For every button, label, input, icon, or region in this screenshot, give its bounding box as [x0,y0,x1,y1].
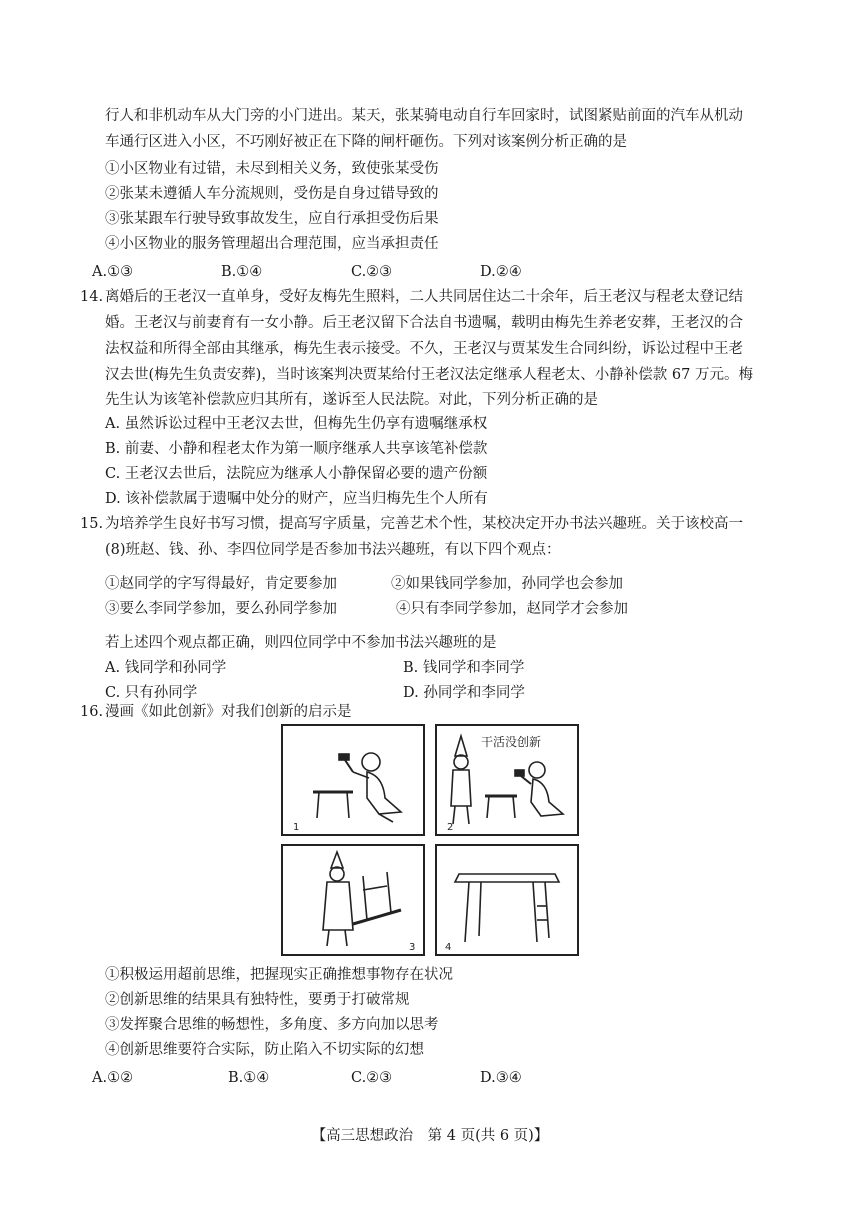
q14-option-a[interactable]: A. 虽然诉讼过程中王老汉去世，但梅先生仍享有遗嘱继承权 [105,416,488,432]
q15-option-d[interactable]: D. 孙同学和李同学 [403,685,525,701]
q13-option-b[interactable]: B.①④ [221,264,263,280]
q15-line-2: (8)班赵、钱、孙、李四位同学是否参加书法兴趣班，有以下四个观点： [105,542,561,558]
onlooker-criticizing-illustration [437,726,577,834]
q13-option-d[interactable]: D.②④ [480,264,522,280]
q13-statement-3: ③张某跟车行驶导致事故发生，应自行承担受伤后果 [105,211,439,227]
q14-line-3: 法权益和所得全部由其继承，梅先生表示接受。不久，王老汉与贾某发生合同纠纷，诉讼过程中王老 [105,341,743,357]
q13-option-a[interactable]: A.①③ [92,264,134,280]
q14-number: 14. [80,289,104,305]
panel-3-number: 3 [409,942,416,953]
q15-line-1: 为培养学生良好书写习惯，提高写字质量，完善艺术个性，某校决定开办书法兴趣班。关于该校高一 [105,516,743,532]
q14-option-c[interactable]: C. 王老汉去世后，法院应为继承人小静保留必要的遗产份额 [105,466,488,482]
cartoon-panel-2 [435,724,579,836]
q15-view-4: ④只有李同学参加，赵同学才会参加 [396,601,628,617]
q16-statement-2: ②创新思维的结果具有独特性，要勇于打破常规 [105,992,410,1008]
q15-view-3: ③要么李同学参加，要么孙同学参加 [105,601,337,617]
q15-view-1: ①赵同学的字写得最好，肯定要参加 [105,576,337,592]
panel-4-number: 4 [445,942,452,953]
q15-option-a[interactable]: A. 钱同学和孙同学 [105,660,227,676]
q16-statement-3: ③发挥聚合思维的畅想性，多角度、多方向加以思考 [105,1017,439,1033]
q15-number: 15. [80,516,104,532]
q13-option-c[interactable]: C.②③ [351,264,393,280]
q13-line-2: 车通行区进入小区，不巧刚好被正在下降的闸杆砸伤。下列对该案例分析正确的是 [105,134,627,150]
q14-option-b[interactable]: B. 前妻、小静和程老太作为第一顺序继承人共享该笔补偿款 [105,441,488,457]
q16-option-a[interactable]: A.①② [92,1070,134,1086]
q14-line-1: 离婚后的王老汉一直单身，受好友梅先生照料，二人共同居住达二十余年，后王老汉与程老太登记结 [105,289,743,305]
q16-number: 16. [80,704,104,720]
carpenter-hammering-illustration [283,726,423,834]
q16-option-b[interactable]: B.①④ [228,1070,270,1086]
cartoon-figure [281,724,579,958]
speech-bubble-text: 干活没创新 [481,735,542,749]
panel-1-number: 1 [293,822,300,833]
page-footer: 【高三思想政治 第 4 页(共 6 页)】 [311,1128,549,1144]
q15-option-c[interactable]: C. 只有孙同学 [105,685,198,701]
q13-line-1: 行人和非机动车从大门旁的小门进出。某天，张某骑电动自行车回家时，试图紧贴前面的汽车从机动 [105,108,743,124]
cartoon-panel-3 [281,844,425,956]
upside-down-bench-illustration [437,846,577,954]
cartoon-panel-1 [281,724,425,836]
q13-statement-2: ②张某未遵循人车分流规则，受伤是自身过错导致的 [105,186,439,202]
q14-line-5: 先生认为该笔补偿款应归其所有，遂诉至人民法院。对此，下列分析正确的是 [105,392,598,408]
q16-statement-4: ④创新思维要符合实际，防止陷入不切实际的幻想 [105,1042,424,1058]
q16-option-d[interactable]: D.③④ [480,1070,522,1086]
q14-line-4: 汉去世(梅先生负责安葬)，当时该案判决贾某给付王老汉法定继承人程老太、小静补偿款 67 万元。梅 [105,367,753,383]
carpenter-flipping-bench-illustration [283,846,423,954]
q15-view-2: ②如果钱同学参加，孙同学也会参加 [391,576,623,592]
cartoon-panel-4 [435,844,579,956]
q15-option-b[interactable]: B. 钱同学和李同学 [403,660,525,676]
panel-2-number: 2 [447,822,454,833]
q16-stem: 漫画《如此创新》对我们创新的启示是 [105,704,352,720]
q16-option-c[interactable]: C.②③ [351,1070,393,1086]
q16-statement-1: ①积极运用超前思维，把握现实正确推想事物存在状况 [105,967,453,983]
q15-question: 若上述四个观点都正确，则四位同学中不参加书法兴趣班的是 [105,635,497,651]
q13-statement-1: ①小区物业有过错，未尽到相关义务，致使张某受伤 [105,161,439,177]
q14-option-d[interactable]: D. 该补偿款属于遗嘱中处分的财产，应当归梅先生个人所有 [105,491,488,507]
q14-line-2: 婚。王老汉与前妻育有一女小静。后王老汉留下合法自书遗嘱，载明由梅先生养老安葬，王老汉的合 [105,315,743,331]
q13-statement-4: ④小区物业的服务管理超出合理范围，应当承担责任 [105,236,439,252]
